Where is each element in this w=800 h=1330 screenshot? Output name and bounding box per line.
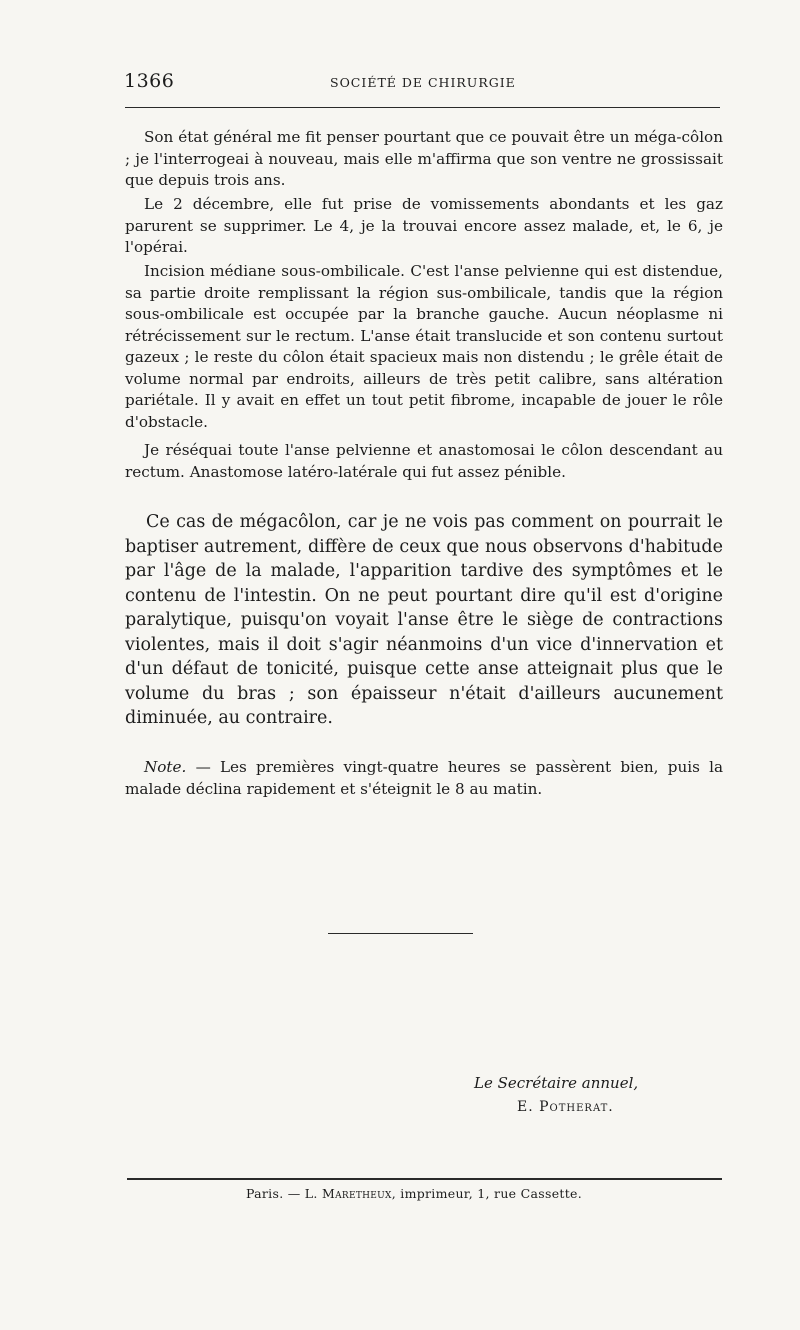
page-number: 1366 xyxy=(124,70,175,92)
signature-name xyxy=(517,1099,614,1115)
note-label: Note. xyxy=(144,758,187,776)
signature-surname: Potherat. xyxy=(539,1099,614,1115)
note-text: — Les premières vingt-quatre heures se passèrent bien, puis la malade déclina rapidement et s'éteignit le 8 au matin. xyxy=(125,758,723,798)
signature-initial: E. xyxy=(517,1099,534,1115)
paragraph-vomiting: Le 2 décembre, elle fut prise de vomissements abondants et les gaz parurent se supprimer. Le 4, je la trouvai encore assez malade, et, le 6, je l'opérai. xyxy=(125,195,723,256)
section-divider xyxy=(328,933,473,934)
footer-rule xyxy=(127,1178,722,1180)
paragraph-incision: Incision médiane sous-ombilicale. C'est l'anse pelvienne qui est distendue, sa partie droite remplissant la région sus-ombilicale, tandis que la région sous-ombilicale est occupée par la branche gauche. Aucun néoplasme ni rétrécissement sur le rectum. L'anse était translucide et son contenu surtout gazeux ; le reste du côlon était spacieux mais non distendu ; le grêle était de volume normal par endroits, ailleurs de très petit calibre, sans altération pariétale. Il y avait en effet un tout petit fibrome, incapable de jouer le rôle d'obstacle. xyxy=(125,262,723,431)
imprint-line xyxy=(246,1186,582,1201)
signature-role: Le Secrétaire annuel, xyxy=(474,1074,639,1092)
imprint-suffix: , imprimeur, 1, rue Cassette. xyxy=(391,1186,583,1201)
paragraph-resection: Je réséquai toute l'anse pelvienne et anastomosai le côlon descendant au rectum. Anastomose latéro-latérale qui fut assez pénible. xyxy=(125,441,723,481)
imprint-printer: Maretheux xyxy=(321,1186,392,1201)
header-rule xyxy=(125,107,720,108)
paragraph-discussion: Ce cas de mégacôlon, car je ne vois pas comment on pourrait le baptiser autrement, diffère de ceux que nous observons d'habitude par l'âge de la malade, l'apparition tardive des symptômes et le contenu de l'intestin. On ne peut pourtant dire qu'il est d'origine paralytique, puisqu'on voyait l'anse être le siège de contractions violentes, mais il doit s'agir néanmoins d'un vice d'innervation et d'un défaut de tonicité, puisque cette anse atteignait plus que le volume du bras ; son épaisseur n'était d'ailleurs aucunement diminuée, au contraire. xyxy=(125,512,723,728)
running-head: SOCIÉTÉ DE CHIRURGIE xyxy=(330,75,516,90)
paragraph-diagnosis: Son état général me fit penser pourtant que ce pouvait être un méga-côlon ; je l'interrogeai à nouveau, mais elle m'affirma que son ventre ne grossissait que depuis trois ans. xyxy=(125,128,723,189)
imprint-prefix: Paris. — L. xyxy=(246,1186,318,1201)
note-paragraph xyxy=(125,757,723,800)
